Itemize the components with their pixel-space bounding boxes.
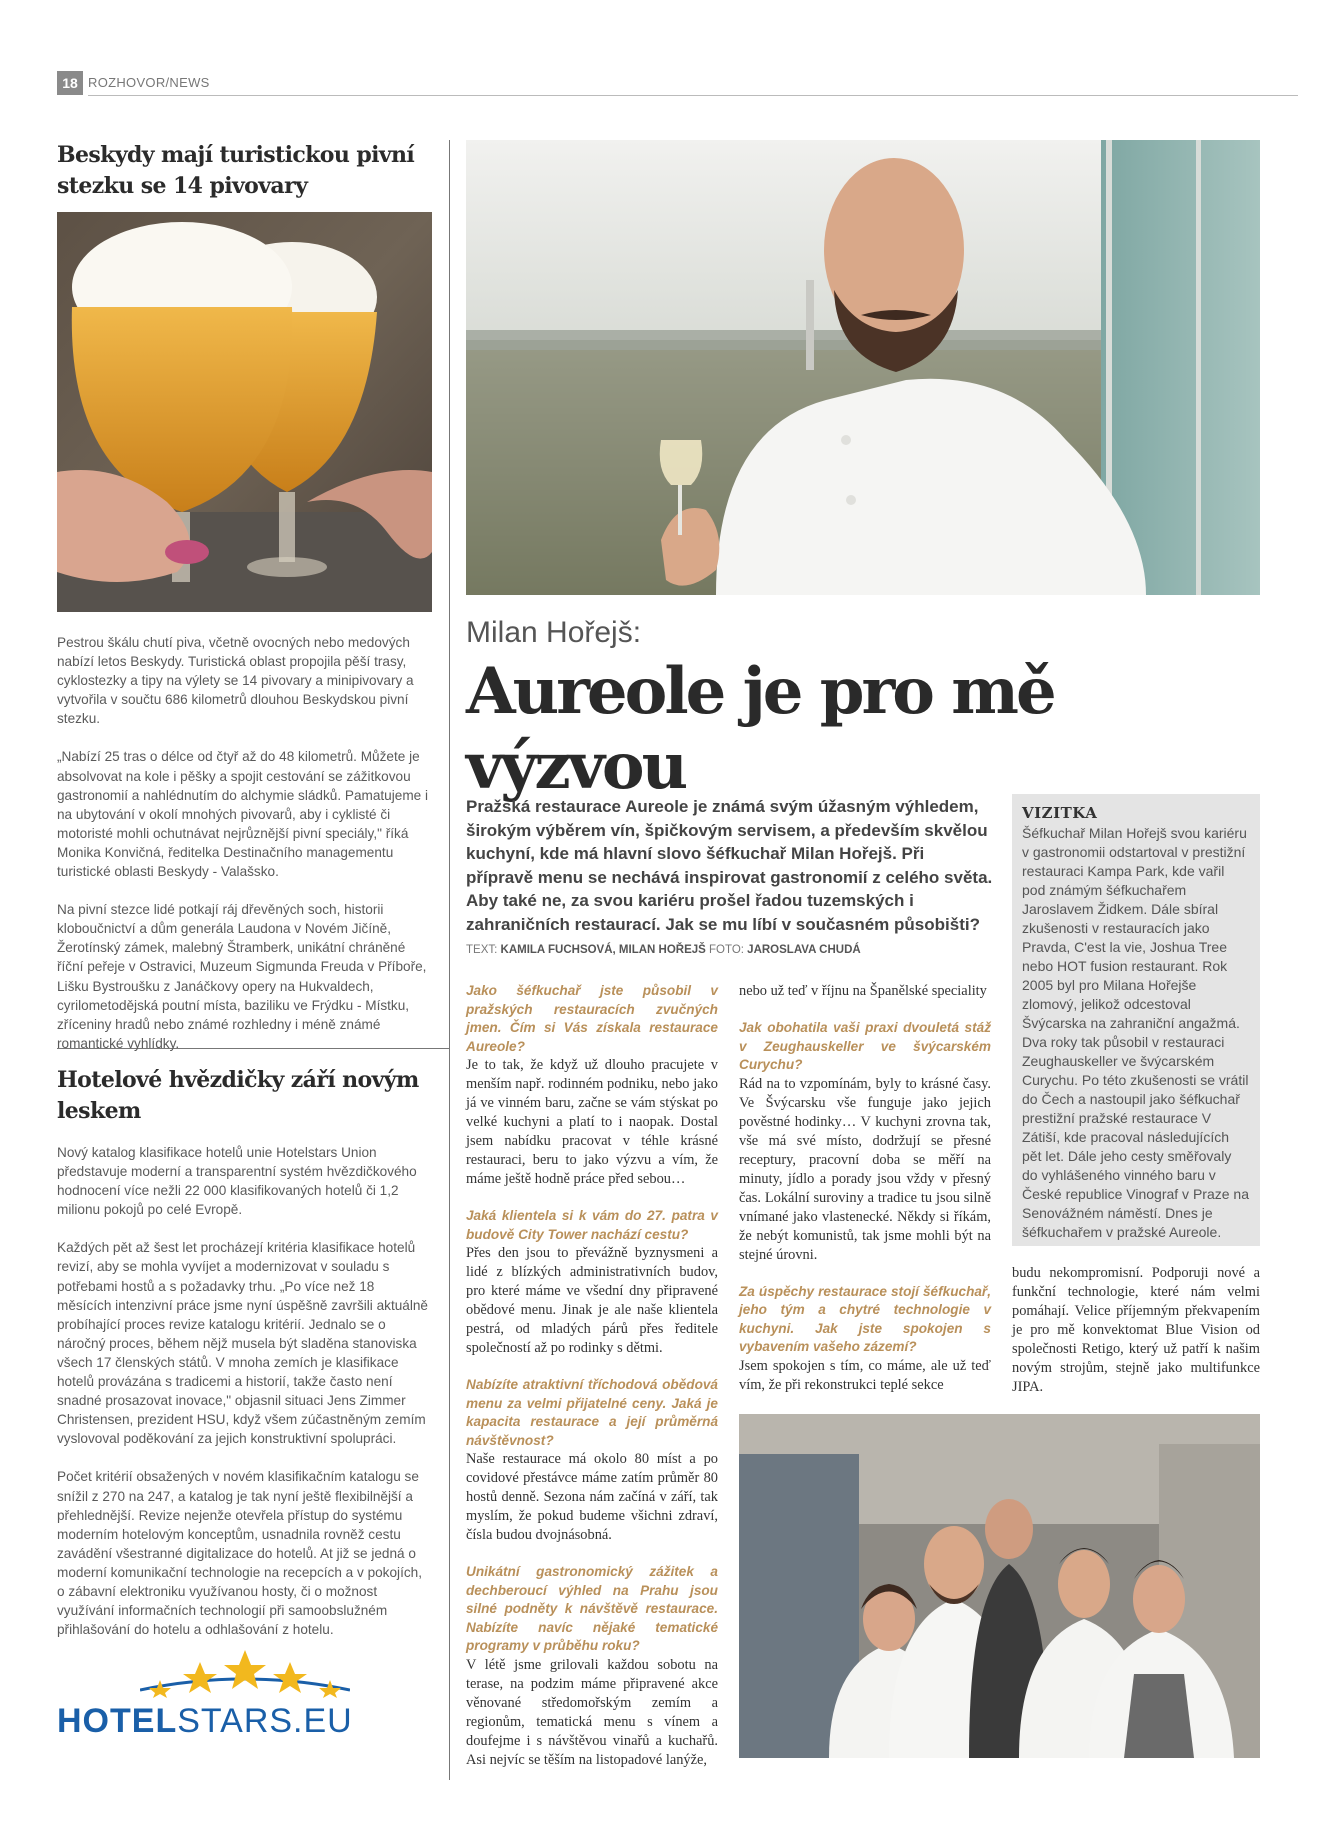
beskydy-body: Pestrou škálu chutí piva, včetně ovocných nebo medových nabízí letos Beskydy. Turistická oblast propojila pěší trasy, cyklostezky a tipy na výlety se 14 pivovary a minipivovary a vytvořila v součtu 686 kilometrů dlouhou Beskydskou pivní stezku. „Nabízí 25 tras o délce od čtyř až do 48 kilometrů. Můžete je absolvovat na kole i pěšky a spojit cestování se zážitkovou gastronomií a nahlédnutím do alchymie sládků. Pamatujeme i na ubytování v okolí mnohých pivovarů, aby i cyklisté či motoristé mohli ochutnávat nejrůznější pivní speciály," říká Monika Konvičná, ředitelka Destinačního managementu turistické oblasti Beskydy - Valašsko. Na pivní stezce lidé potkají ráj dřevěných soch, historii kloboučnictví a dům generála Laudona v Novém Jičíně, Žerotínský zámek, malebný Štramberk, unikátní chráněné říční peřeje v Ostravici, Muzeum Sigmunda Freuda v Příboře, Lišku Bystroušku z Janáčkovy opery na Hukvaldech, cyrilometodějská poutní místa, baziliku ve Frýdku - Místku, zříceniny hradů nebo známé rozhledny i méně známé romantické vyhlídky. (57, 635, 429, 1051)
team-photo (739, 1414, 1260, 1758)
section-label: ROZHOVOR/NEWS (88, 75, 210, 90)
beskydy-title: Beskydy mají turistickou pivní stezku se 14 pivovary (57, 142, 415, 199)
interview-column-2 (739, 982, 991, 1395)
question: Jako šéfkuchař jste působil v pražských restauracích zvučných jmen. Čím si Vás získala restaurace Aureole? (466, 983, 718, 1054)
question: Jaká klientela si k vám do 27. patra v budově City Tower nachází cestu? (466, 1208, 718, 1242)
beer-photo (57, 212, 432, 612)
answer: Přes den jsou to převážně byznysmeni a lidé z blízkých administrativních budov, pro které máme ve všední dny připravené obědové menu. Jinak je ale naše klientela pestrá, od mladých párů přes ředitele společností až po rodinky s dětmi. (466, 1245, 718, 1356)
interview-kicker: Milan Hořejš: (466, 616, 642, 649)
photo-credit: TEXT: KAMILA FUCHSOVÁ, MILAN HOŘEJŠ FOTO: JAROSLAVA CHUDÁ (466, 944, 861, 956)
hotelstars-stars-icon (140, 1648, 350, 1698)
header-rule (88, 95, 1298, 96)
interview-headline: Aureole je pro mě výzvou (466, 654, 1054, 804)
question: Jak obohatila vaši praxi dvouletá stáž v Zeughauskeller ve švýcarském Curychu? (739, 1020, 991, 1072)
question: Unikátní gastronomický zážitek a dechberoucí výhled na Prahu jsou silné podněty k návštěvě restaurace. Nabízíte navíc nějaké tematické programy v průběhu roku? (466, 1564, 718, 1653)
answer: Jsem spokojen s tím, co máme, ale už teď vím, že při rekonstrukci teplé sekce (739, 1357, 991, 1393)
hotelstars-body: Nový katalog klasifikace hotelů unie Hotelstars Union představuje moderní a transparentní systém hvězdičkového hodnocení více nežli 22 000 klasifikovaných hotelů či 1,2 milionu pokojů po celé Evropě. Každých pět až šest let procházejí kritéria klasifikace hotelů revizí, aby se mohla vyvíjet a modernizovat v souladu s potřebami hostů a s požadavky trhu. „Po více než 18 měsících intenzivní práce jsme nyní úspěšně završili aktuálně probíhající proces revize katalogu kritérií. Jednalo se o náročný proces, během nějž musela být sladěna stanoviska všech 17 členských států. V mnoha zemích je klasifikace hotelů provázána s tradicemi a historií, takže často není snadné prosazovat inovace," objasnil situaci Jens Zimmer Christensen, prezident HSU, když všem zúčastněným zemím vyslovoval poděkování za jejich konstruktivní spolupráci. Počet kritérií obsažených v novém klasifikačním katalogu se snížil z 270 na 247, a katalog je tak nyní ještě flexibilnější a přehlednější. Revize nejenže otevřela přístup do systému moderním hotelovým konceptům, usnadnila rovněž cestu zavádění všestranné digitalizace do hotelů. At již se jedná o moderní komunikační technologie na recepcích a v pokojích, o zábavní elektroniku využívanou hosty, či o možnost využívání informačních technologií při samoobslužném přihlašování do hotelu a odhlašování z hotelu. (57, 1145, 428, 1638)
answer: Je to tak, že když už dlouho pracujete v menším např. rodinném podniku, nebo jako já ve vinném baru, začne se vám stýskat po velké kuchyni a platí to i naopak. Dostal jsem nabídku pracovat v téhle krásné restauraci, beru to jako výzvu a vím, že máme ještě hodně práce před sebou… (466, 1057, 718, 1187)
vizitka-box (1012, 794, 1260, 1246)
hotelstars-title: Hotelové hvězdičky září novým leskem (57, 1067, 419, 1124)
column-divider (449, 140, 450, 1780)
interview-lead: Pražská restaurace Aureole je známá svým úžasným výhledem, širokým výběrem vín, špičkovým servisem, a především skvělou kuchyní, kde má hlavní slovo šéfkuchař Milan Hořejš. Při přípravě menu se nechává inspirovat gastronomií z celého světa. Aby také ne, za svou kariéru prošel řadou tuzemských i zahraničních restaurací. Jak se mu líbí v současném působišti? (466, 797, 993, 934)
answer: Naše restaurace má okolo 80 míst a po covidové přestávce máme zatím průměr 80 hostů denně. Sezona nám začíná v září, tak myslím, že pokud budeme všichni zdraví, čísla budou dvojnásobná. (466, 1451, 718, 1543)
interview-column-3: budu nekompromisní. Podporuji nové a funkční technologie, které nám velmi pomáhají. Velice příjemným překvapením je pro mě konvektomat Blue Vision od společnosti Retigo, který už patří k našim novým strojům, stejně jako multifunkce JIPA. (1012, 1265, 1260, 1395)
question: Za úspěchy restaurace stojí šéfkuchař, jeho tým a chytré technologie v kuchyni. Jak jste spokojen s vybavením vašeho zázemí? (739, 1283, 991, 1354)
interview-column-1 (466, 982, 718, 1770)
page-number: 18 (57, 71, 83, 95)
answer: V létě jsme grilovali každou sobotu na terase, na podzim máme připravené akce věnované středomořským zemím a regionům, tematická menu s vínem a doufejme i s návštěvou vinařů a kuchařů. Asi nejvíc se těším na listopadové lanýže, (466, 1656, 718, 1768)
question: Nabízíte atraktivní tříchodová obědová menu za velmi přijatelné ceny. Jaká je kapacita restaurace a její průměrná návštěvnost? (466, 1377, 718, 1448)
vizitka-text: Šéfkuchař Milan Hořejš svou kariéru v gastronomii odstartoval v prestižní restauraci Kampa Park, kde vařil pod známým šéfkuchařem Jaroslavem Židkem. Dále sbíral zkušenosti v restauracích jako Pravda, C'est la vie, Joshua Tree nebo HOT fusion restaurant. Rok 2005 byl pro Milana Hořejše zlomový, jelikož odcestoval Švýcarska na zahraniční angažmá. Dva roky tak působil v restauraci Zeughauskeller ve švýcarském Curychu. Po této zkušenosti se vrátil do Čech a nastoupil jako šéfkuchař prestižní pražské restaurace V Zátiší, kde pracoval následujících pět let. Dále jeho cesty směřovaly do vyhlášeného vinného baru v České republice Vinograf v Praze na Senovážném náměstí. Dnes je šéfkuchařem v pražské Aureole. (1022, 825, 1249, 1240)
chef-photo (466, 140, 1260, 595)
answer: Rád na to vzpomínám, byly to krásné časy. Ve Švýcarsku vše funguje jako jejich pověstné hodinky… V kuchyni zrovna tak, vše má své místo, dodržují se přesné receptury, pracovní doba se měří na minuty, jídlo a porady jsou vždy v přesný čas. Lokální suroviny a tradice tu jsou silně vnímané jako vlastenecké. Někdy si říkám, že nebýt komunistů, tak jsme mohli být na stejné úrovni. (739, 1075, 991, 1263)
hotelstars-logo: HOTELSTARS.EU (57, 1702, 353, 1740)
answer: nebo už teď v říjnu na Španělské speciality (739, 983, 987, 999)
vizitka-title: VIZITKA (1022, 804, 1098, 822)
